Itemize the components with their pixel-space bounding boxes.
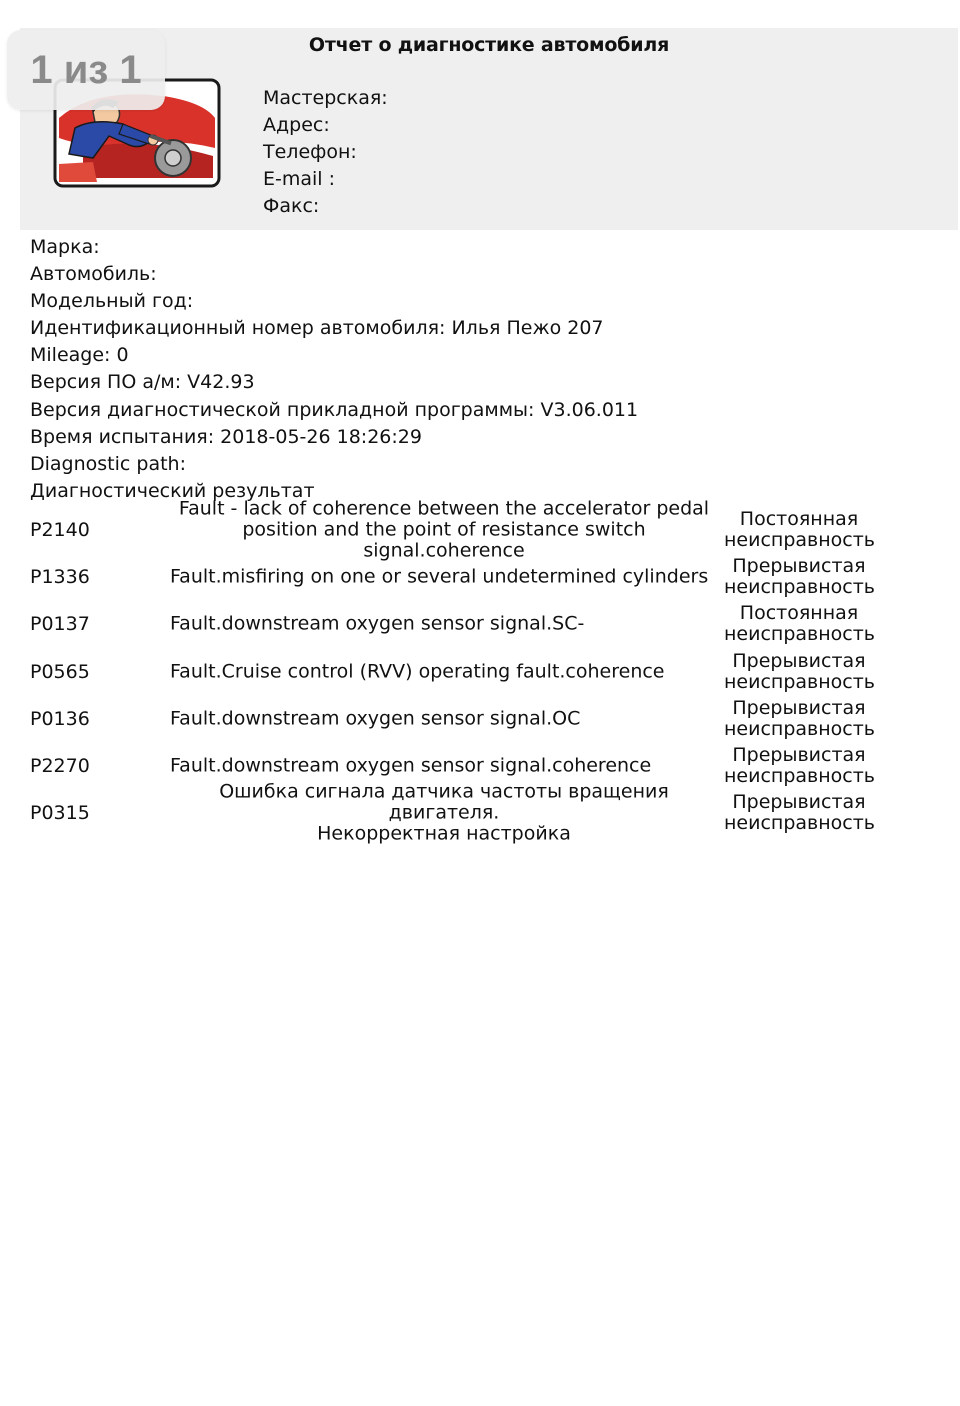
page-indicator: 1 из 1: [7, 30, 165, 110]
workshop-info: [263, 85, 388, 220]
email-label: E-mail :: [263, 168, 336, 190]
dtc-description: Fault.downstream oxygen sensor signal.SC-: [170, 612, 585, 635]
mileage-field: Mileage: 0: [30, 344, 129, 367]
vin-field: Идентификационный номер автомобиля: Илья Пежо 207: [30, 317, 604, 340]
dtc-description: Ошибка сигнала датчика частоты вращения двигателя. Некорректная настройка: [219, 780, 669, 845]
address-label: Адрес:: [263, 114, 330, 136]
dtc-code: P2270: [30, 755, 90, 778]
car-field: Автомобиль:: [30, 263, 157, 286]
diagnostic-path-field: Diagnostic path:: [30, 452, 186, 475]
vehicle-info: [30, 234, 638, 505]
results-heading: Диагностический результат: [30, 479, 315, 502]
dtc-status: Постоянная неисправность: [724, 507, 875, 551]
dtc-code: P2140: [30, 518, 90, 541]
workshop-label: Мастерская:: [263, 87, 388, 109]
table-row: [30, 601, 930, 648]
app-version-field: Версия диагностической прикладной программы: V3.06.011: [30, 398, 639, 421]
table-row: [30, 497, 930, 562]
dtc-code: P0565: [30, 660, 90, 683]
dtc-description: Fault.misfiring on one or several undetermined cylinders: [170, 565, 709, 588]
model-year-field: Модельный год:: [30, 290, 194, 313]
dtc-status: Постоянная неисправность: [724, 602, 875, 646]
dtc-description: Fault.downstream oxygen sensor signal.OC: [170, 707, 581, 730]
dtc-code: P0136: [30, 707, 90, 730]
fax-label: Факс:: [263, 195, 320, 217]
table-row: [30, 553, 930, 600]
dtc-code: P0137: [30, 613, 90, 636]
table-row: [30, 695, 930, 742]
phone-label: Телефон:: [263, 141, 357, 163]
dtc-description: Fault.Cruise control (RVV) operating fault.coherence: [170, 660, 665, 683]
dtc-code: P1336: [30, 565, 90, 588]
dtc-code: P0315: [30, 802, 90, 825]
dtc-description: Fault - lack of coherence between the accelerator pedal position and the point of resistance switch signal.coherence: [178, 497, 710, 562]
dtc-description: Fault.downstream oxygen sensor signal.coherence: [170, 754, 652, 777]
dtc-status: Прерывистая неисправность: [724, 791, 875, 835]
dtc-status: Прерывистая неисправность: [724, 554, 875, 598]
dtc-status: Прерывистая неисправность: [724, 744, 875, 788]
dtc-status: Прерывистая неисправность: [724, 649, 875, 693]
test-time-field: Время испытания: 2018-05-26 18:26:29: [30, 425, 422, 448]
dtc-table: [30, 497, 930, 845]
report-title: Отчет о диагностике автомобиля: [308, 34, 670, 56]
table-row: [30, 648, 930, 695]
dtc-status: Прерывистая неисправность: [724, 696, 875, 740]
software-version-field: Версия ПО а/м: V42.93: [30, 371, 255, 394]
make-field: Марка:: [30, 236, 100, 258]
table-row: [30, 780, 930, 845]
